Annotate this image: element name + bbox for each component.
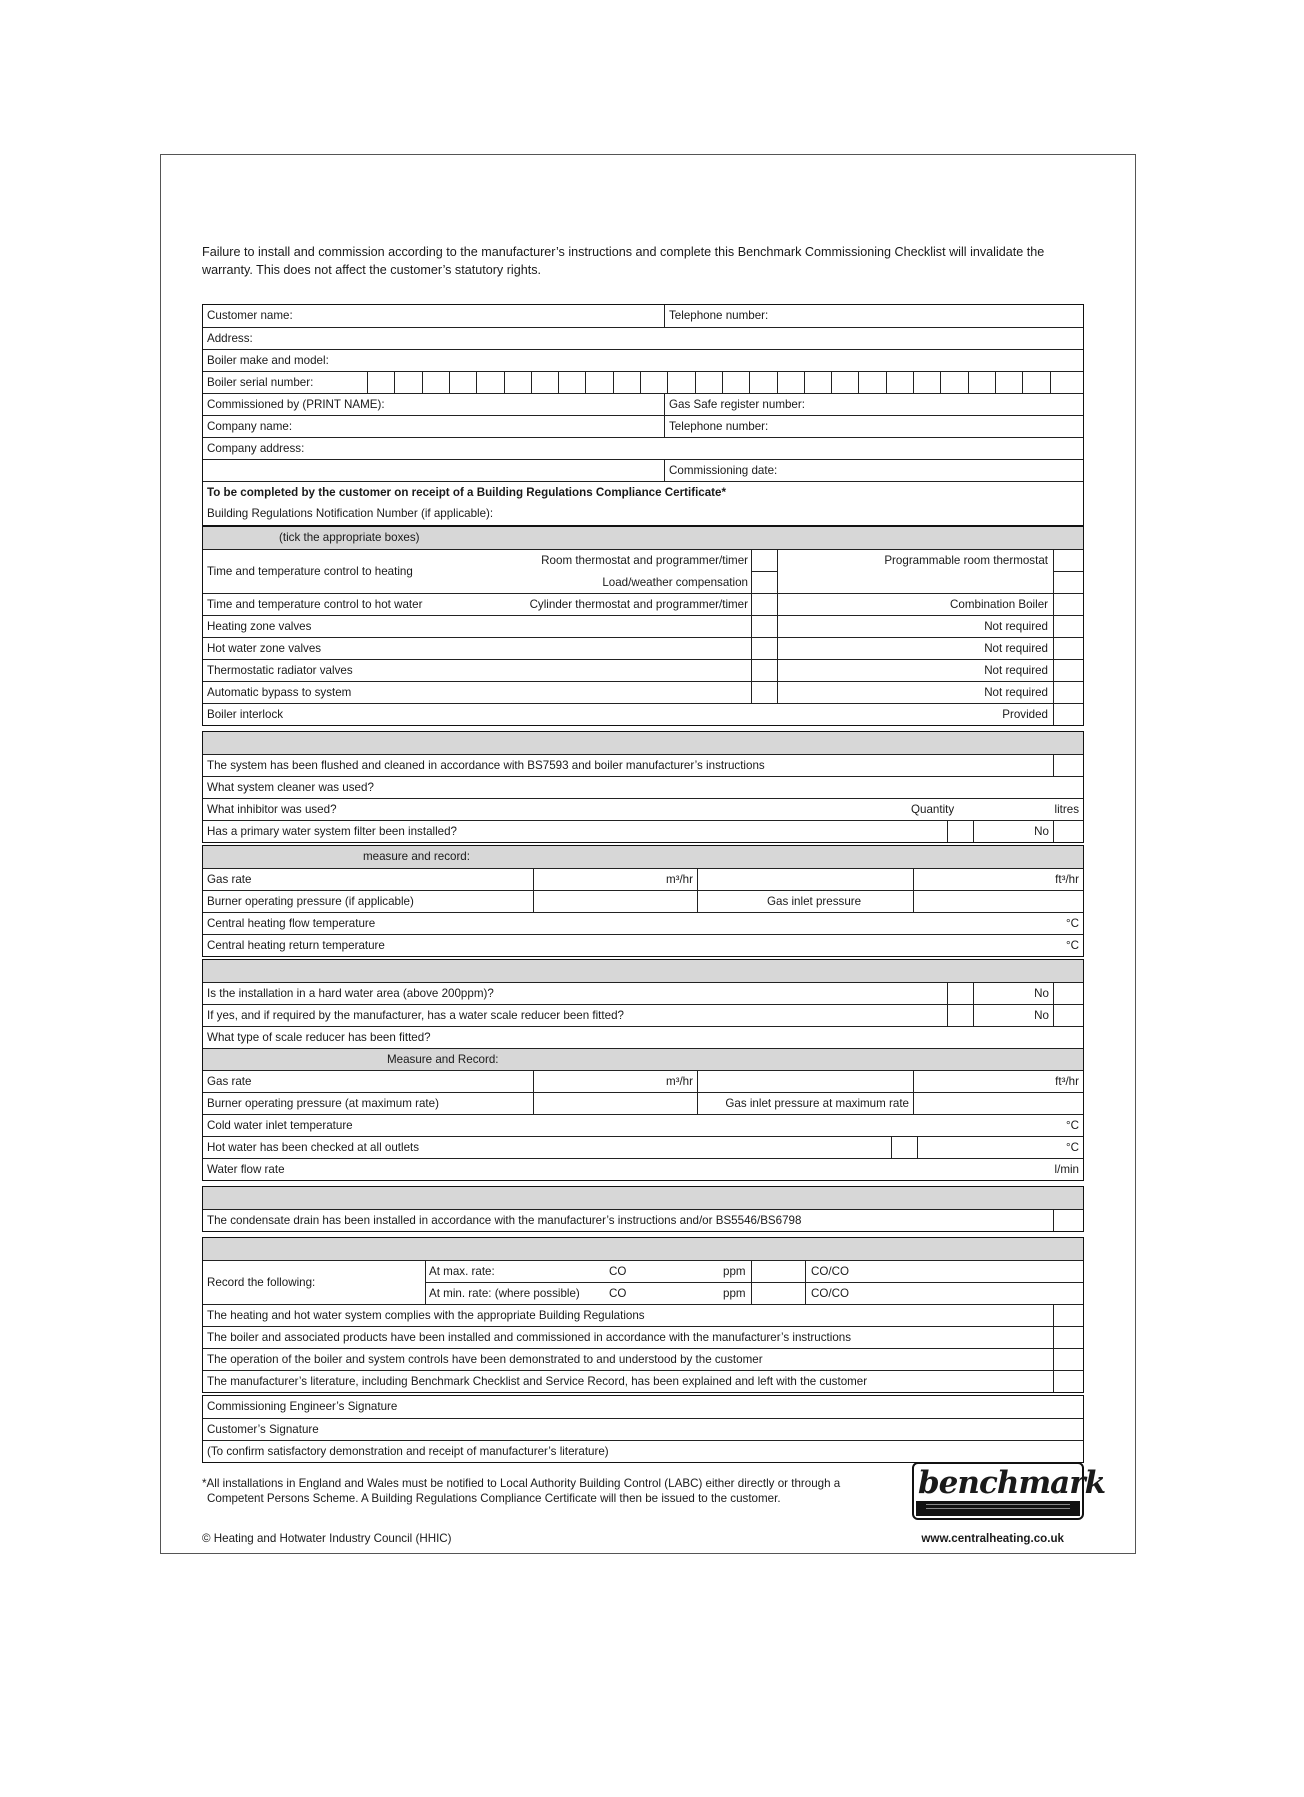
demonstrated-checkbox[interactable]: [1054, 1349, 1082, 1370]
m3hr-unit: m³/hr: [665, 873, 693, 886]
serial-digit-box[interactable]: [367, 372, 395, 393]
details-table: [202, 304, 1084, 526]
trv-label: Thermostatic radiator valves: [207, 664, 353, 677]
max-co-field[interactable]: [633, 1261, 719, 1282]
coco-label: CO/CO: [811, 1287, 850, 1300]
benchmark-logo: [912, 1462, 1106, 1520]
all-installations-header: [203, 1238, 1083, 1260]
no-label: No: [1034, 825, 1049, 838]
customer-note: To be completed by the customer on receipt of a Building Regulations Compliance Certificate*: [207, 486, 727, 499]
max-rate-label: At max. rate:: [429, 1265, 495, 1278]
dhw-gas-rate-label: Gas rate: [207, 1075, 252, 1088]
scale-yes-checkbox[interactable]: [948, 1005, 973, 1026]
serial-digit-box[interactable]: [531, 372, 559, 393]
footnote-line-2: Competent Persons Scheme. A Building Regulations Compliance Certificate will then be issued to the customer.: [207, 1492, 781, 1505]
programmable-label: Programmable room thermostat: [884, 554, 1048, 567]
complies-checkbox[interactable]: [1054, 1305, 1082, 1326]
ch-header-label: measure and record:: [363, 850, 470, 863]
litres-label: litres: [1054, 803, 1079, 816]
deg-unit: °C: [1065, 1141, 1079, 1154]
serial-digit-box[interactable]: [476, 372, 504, 393]
literature-label: The manufacturer’s literature, including Benchmark Checklist and Service Record, has been explained and left with the customer: [207, 1375, 868, 1388]
demonstrated-label: The operation of the boiler and system controls have been demonstrated to and understood by the customer: [207, 1353, 763, 1366]
notification-number-label: Building Regulations Notification Number (if applicable):: [207, 507, 494, 520]
telephone-label: Telephone number:: [669, 309, 769, 322]
commissioned-by-row[interactable]: [203, 393, 1083, 415]
complies-label: The heating and hot water system complies with the appropriate Building Regulations: [207, 1309, 645, 1322]
no-label: No: [1034, 987, 1049, 1000]
signatures-table: [202, 1395, 1084, 1463]
lmin-unit: l/min: [1054, 1163, 1079, 1176]
hot-water-zone-row: [203, 637, 1083, 659]
website-link[interactable]: www.centralheating.co.uk: [921, 1532, 1064, 1545]
serial-digit-box[interactable]: [804, 372, 832, 393]
serial-digit-box[interactable]: [558, 372, 586, 393]
serial-digit-box[interactable]: [749, 372, 777, 393]
serial-digit-box[interactable]: [394, 372, 422, 393]
room-thermostat-label: Room thermostat and programmer/timer: [541, 554, 748, 567]
heating-zone-label: Heating zone valves: [207, 620, 312, 633]
serial-digit-box[interactable]: [640, 372, 668, 393]
ch-burner-label: Burner operating pressure (if applicable): [207, 895, 414, 908]
room-thermostat-checkbox[interactable]: [752, 550, 777, 571]
serial-digit-box[interactable]: [886, 372, 914, 393]
condensate-checkbox[interactable]: [1054, 1210, 1082, 1231]
ch-flow-row[interactable]: [203, 912, 1083, 934]
hot-water-control-row: [203, 593, 1083, 615]
boiler-serial-label: Boiler serial number:: [207, 376, 314, 389]
not-required-label: Not required: [984, 642, 1048, 655]
customer-name-row[interactable]: [203, 305, 1083, 327]
controls-table: [202, 526, 1084, 726]
hard-water-yes-checkbox[interactable]: [948, 983, 973, 1004]
demonstrated-row: [203, 1348, 1083, 1370]
provided-label: Provided: [1002, 708, 1048, 721]
ch-return-row[interactable]: [203, 934, 1083, 956]
programmable-checkbox[interactable]: [1054, 550, 1082, 571]
dhw-burner-row[interactable]: [203, 1092, 1083, 1114]
installed-row: [203, 1326, 1083, 1348]
serial-digit-box[interactable]: [667, 372, 695, 393]
ppm-label: ppm: [723, 1287, 746, 1300]
address-row[interactable]: [203, 327, 1083, 349]
scale-type-row[interactable]: [203, 1026, 1083, 1048]
notification-number-row[interactable]: [203, 503, 1083, 525]
serial-digit-box[interactable]: [422, 372, 450, 393]
m3hr-unit: m³/hr: [665, 1075, 693, 1088]
serial-digit-box[interactable]: [1050, 372, 1078, 393]
interlock-row: [203, 703, 1083, 725]
heating-control-row: [203, 549, 1083, 593]
flow-rate-label: Water flow rate: [207, 1163, 285, 1176]
inhibitor-label: What inhibitor was used?: [207, 803, 337, 816]
literature-row: [203, 1370, 1083, 1392]
engineer-signature-row[interactable]: [203, 1396, 1083, 1418]
ch-burner-row[interactable]: [203, 890, 1083, 912]
ft3hr-unit: ft³/hr: [1055, 1075, 1079, 1088]
engineer-signature-label: Commissioning Engineer’s Signature: [207, 1400, 398, 1413]
customer-name-label: Customer name:: [207, 309, 293, 322]
company-address-label: Company address:: [207, 442, 305, 455]
min-rate-label: At min. rate: (where possible): [429, 1287, 580, 1300]
serial-digit-box[interactable]: [449, 372, 477, 393]
max-coco-field[interactable]: [863, 1261, 1079, 1282]
outlets-checkbox[interactable]: [892, 1137, 917, 1158]
company-name-row[interactable]: [203, 415, 1083, 437]
serial-digit-box[interactable]: [585, 372, 613, 393]
heating-zone-row: [203, 615, 1083, 637]
hard-water-label: Is the installation in a hard water area (above 200ppm)?: [207, 987, 494, 1000]
benchmark-logo-word: benchmark: [918, 1465, 1106, 1501]
condensate-header: [203, 1187, 1083, 1209]
ch-gas-rate-label: Gas rate: [207, 873, 252, 886]
not-required-label: Not required: [984, 664, 1048, 677]
outlets-label: Hot water has been checked at all outlets: [207, 1141, 420, 1154]
serial-digit-box[interactable]: [777, 372, 805, 393]
customer-note-row: [203, 481, 1083, 503]
filter-label: Has a primary water system filter been installed?: [207, 825, 458, 838]
load-weather-checkbox[interactable]: [752, 572, 777, 593]
inhibitor-row[interactable]: [203, 798, 1083, 820]
customer-signature-row[interactable]: [203, 1418, 1083, 1440]
condensate-row: [203, 1209, 1083, 1231]
dhw-measure-label: Measure and Record:: [387, 1053, 499, 1066]
company-telephone-label: Telephone number:: [669, 420, 769, 433]
complies-row: [203, 1304, 1083, 1326]
not-required-label: Not required: [984, 686, 1048, 699]
installed-label: The boiler and associated products have been installed and commissioned in accordance with the manufacturer’s instructions: [207, 1331, 852, 1344]
ch-flow-label: Central heating flow temperature: [207, 917, 376, 930]
footnote-line-1: *All installations in England and Wales must be notified to Local Authority Building Control (LABC) either directly or through a: [202, 1477, 841, 1490]
serial-digit-box[interactable]: [858, 372, 886, 393]
serial-digit-box[interactable]: [504, 372, 532, 393]
scale-fitted-row: [203, 1004, 1083, 1026]
no-label: No: [1034, 1009, 1049, 1022]
dhw-gas-rate-row[interactable]: [203, 1070, 1083, 1092]
hot-water-control-label: Time and temperature control to hot water: [207, 598, 423, 611]
serial-digit-box[interactable]: [1022, 372, 1050, 393]
deg-unit: °C: [1065, 1119, 1079, 1132]
serial-digit-box[interactable]: [831, 372, 859, 393]
load-weather-label: Load/weather compensation: [602, 576, 748, 589]
ch-gas-inlet-label: Gas inlet pressure: [767, 895, 862, 908]
commissioned-by-label: Commissioned by (PRINT NAME):: [207, 398, 385, 411]
cold-inlet-row[interactable]: [203, 1114, 1083, 1136]
serial-digit-box[interactable]: [995, 372, 1023, 393]
boiler-make-row[interactable]: [203, 349, 1083, 371]
quantity-label: Quantity: [911, 803, 955, 816]
serial-digit-box[interactable]: [940, 372, 968, 393]
dhw-burner-label: Burner operating pressure (at maximum rate): [207, 1097, 439, 1110]
filter-no-checkbox[interactable]: [1054, 821, 1082, 842]
record-row: [203, 1260, 1083, 1304]
confirm-label: (To confirm satisfactory demonstration and receipt of manufacturer’s literature): [207, 1445, 609, 1458]
scale-type-label: What type of scale reducer has been fitted?: [207, 1031, 431, 1044]
all-installations-table: [202, 1237, 1084, 1393]
gas-inlet-max-label: Gas inlet pressure at maximum rate: [725, 1097, 909, 1110]
serial-digit-box[interactable]: [613, 372, 641, 393]
flow-rate-row[interactable]: [203, 1158, 1083, 1180]
flushed-label: The system has been flushed and cleaned in accordance with BS7593 and boiler manufacturer’s instructions: [207, 759, 765, 772]
heating-control-label: Time and temperature control to heating: [207, 565, 413, 578]
company-name-label: Company name:: [207, 420, 293, 433]
condensate-table: [202, 1186, 1084, 1232]
central-heating-table: [202, 845, 1084, 957]
min-coco-field[interactable]: [863, 1283, 1079, 1304]
dhw-measure-header: [203, 1048, 1083, 1070]
filter-row: [203, 820, 1083, 842]
flushed-row: [203, 754, 1083, 776]
record-label: Record the following:: [207, 1276, 316, 1289]
benchmark-logo-band: [916, 1501, 1080, 1516]
flush-header: [203, 732, 1083, 754]
cylinder-label: Cylinder thermostat and programmer/timer: [529, 598, 748, 611]
cleaner-label: What system cleaner was used?: [207, 781, 374, 794]
ch-gas-rate-row[interactable]: [203, 868, 1083, 890]
serial-digit-box[interactable]: [913, 372, 941, 393]
company-address-row[interactable]: [203, 437, 1083, 459]
copyright: © Heating and Hotwater Industry Council (HHIC): [202, 1532, 452, 1545]
commissioning-date-label: Commissioning date:: [669, 464, 778, 477]
trv-row: [203, 659, 1083, 681]
address-label: Address:: [207, 332, 253, 345]
combination-label: Combination Boiler: [950, 598, 1048, 611]
literature-checkbox[interactable]: [1054, 1371, 1082, 1392]
central-heating-header: [203, 846, 1083, 868]
flushed-checkbox[interactable]: [1054, 755, 1082, 776]
min-co-field[interactable]: [633, 1283, 719, 1304]
footnote: [202, 1476, 840, 1506]
hot-water-zone-label: Hot water zone valves: [207, 642, 322, 655]
deg-unit: °C: [1065, 917, 1079, 930]
controls-header-label: (tick the appropriate boxes): [279, 531, 420, 544]
outlets-row: [203, 1136, 1083, 1158]
deg-unit: °C: [1065, 939, 1079, 952]
intro-text: Failure to install and commission according to the manufacturer’s instructions and complete this Benchmark Commissioning Checklist will invalidate the warranty. This does not affect the customer’s statutory rights.: [202, 245, 1045, 277]
customer-signature-label: Customer’s Signature: [207, 1423, 319, 1436]
ppm-label: ppm: [723, 1265, 746, 1278]
scale-fitted-label: If yes, and if required by the manufacturer, has a water scale reducer been fitted?: [207, 1009, 624, 1022]
hard-water-row: [203, 982, 1083, 1004]
scale-no-checkbox[interactable]: [1054, 1005, 1082, 1026]
filter-yes-checkbox[interactable]: [948, 821, 973, 842]
not-required-label: Not required: [984, 620, 1048, 633]
controls-header: [203, 527, 1083, 549]
gas-safe-label: Gas Safe register number:: [669, 398, 805, 411]
confirm-row: [203, 1440, 1083, 1462]
coco-label: CO/CO: [811, 1265, 850, 1278]
condensate-label: The condensate drain has been installed in accordance with the manufacturer’s instructions and/or BS5546/BS6798: [207, 1214, 802, 1227]
cold-inlet-label: Cold water inlet temperature: [207, 1119, 353, 1132]
co-label: CO: [609, 1287, 627, 1300]
boiler-serial-row[interactable]: [203, 371, 1083, 393]
hard-water-no-checkbox[interactable]: [1054, 983, 1082, 1004]
boiler-make-label: Boiler make and model:: [207, 354, 329, 367]
serial-digit-box[interactable]: [695, 372, 723, 393]
co-label: CO: [609, 1265, 627, 1278]
interlock-label: Boiler interlock: [207, 708, 284, 721]
bypass-label: Automatic bypass to system: [207, 686, 352, 699]
ft3hr-unit: ft³/hr: [1055, 873, 1079, 886]
dhw-table: [202, 959, 1084, 1181]
cleaner-row[interactable]: [203, 776, 1083, 798]
installed-checkbox[interactable]: [1054, 1327, 1082, 1348]
serial-digit-box[interactable]: [722, 372, 750, 393]
flush-table: [202, 731, 1084, 843]
dhw-top-header: [203, 960, 1083, 982]
bypass-row: [203, 681, 1083, 703]
ch-return-label: Central heating return temperature: [207, 939, 385, 952]
commissioning-date-row[interactable]: [203, 459, 1083, 481]
serial-digit-box[interactable]: [968, 372, 996, 393]
